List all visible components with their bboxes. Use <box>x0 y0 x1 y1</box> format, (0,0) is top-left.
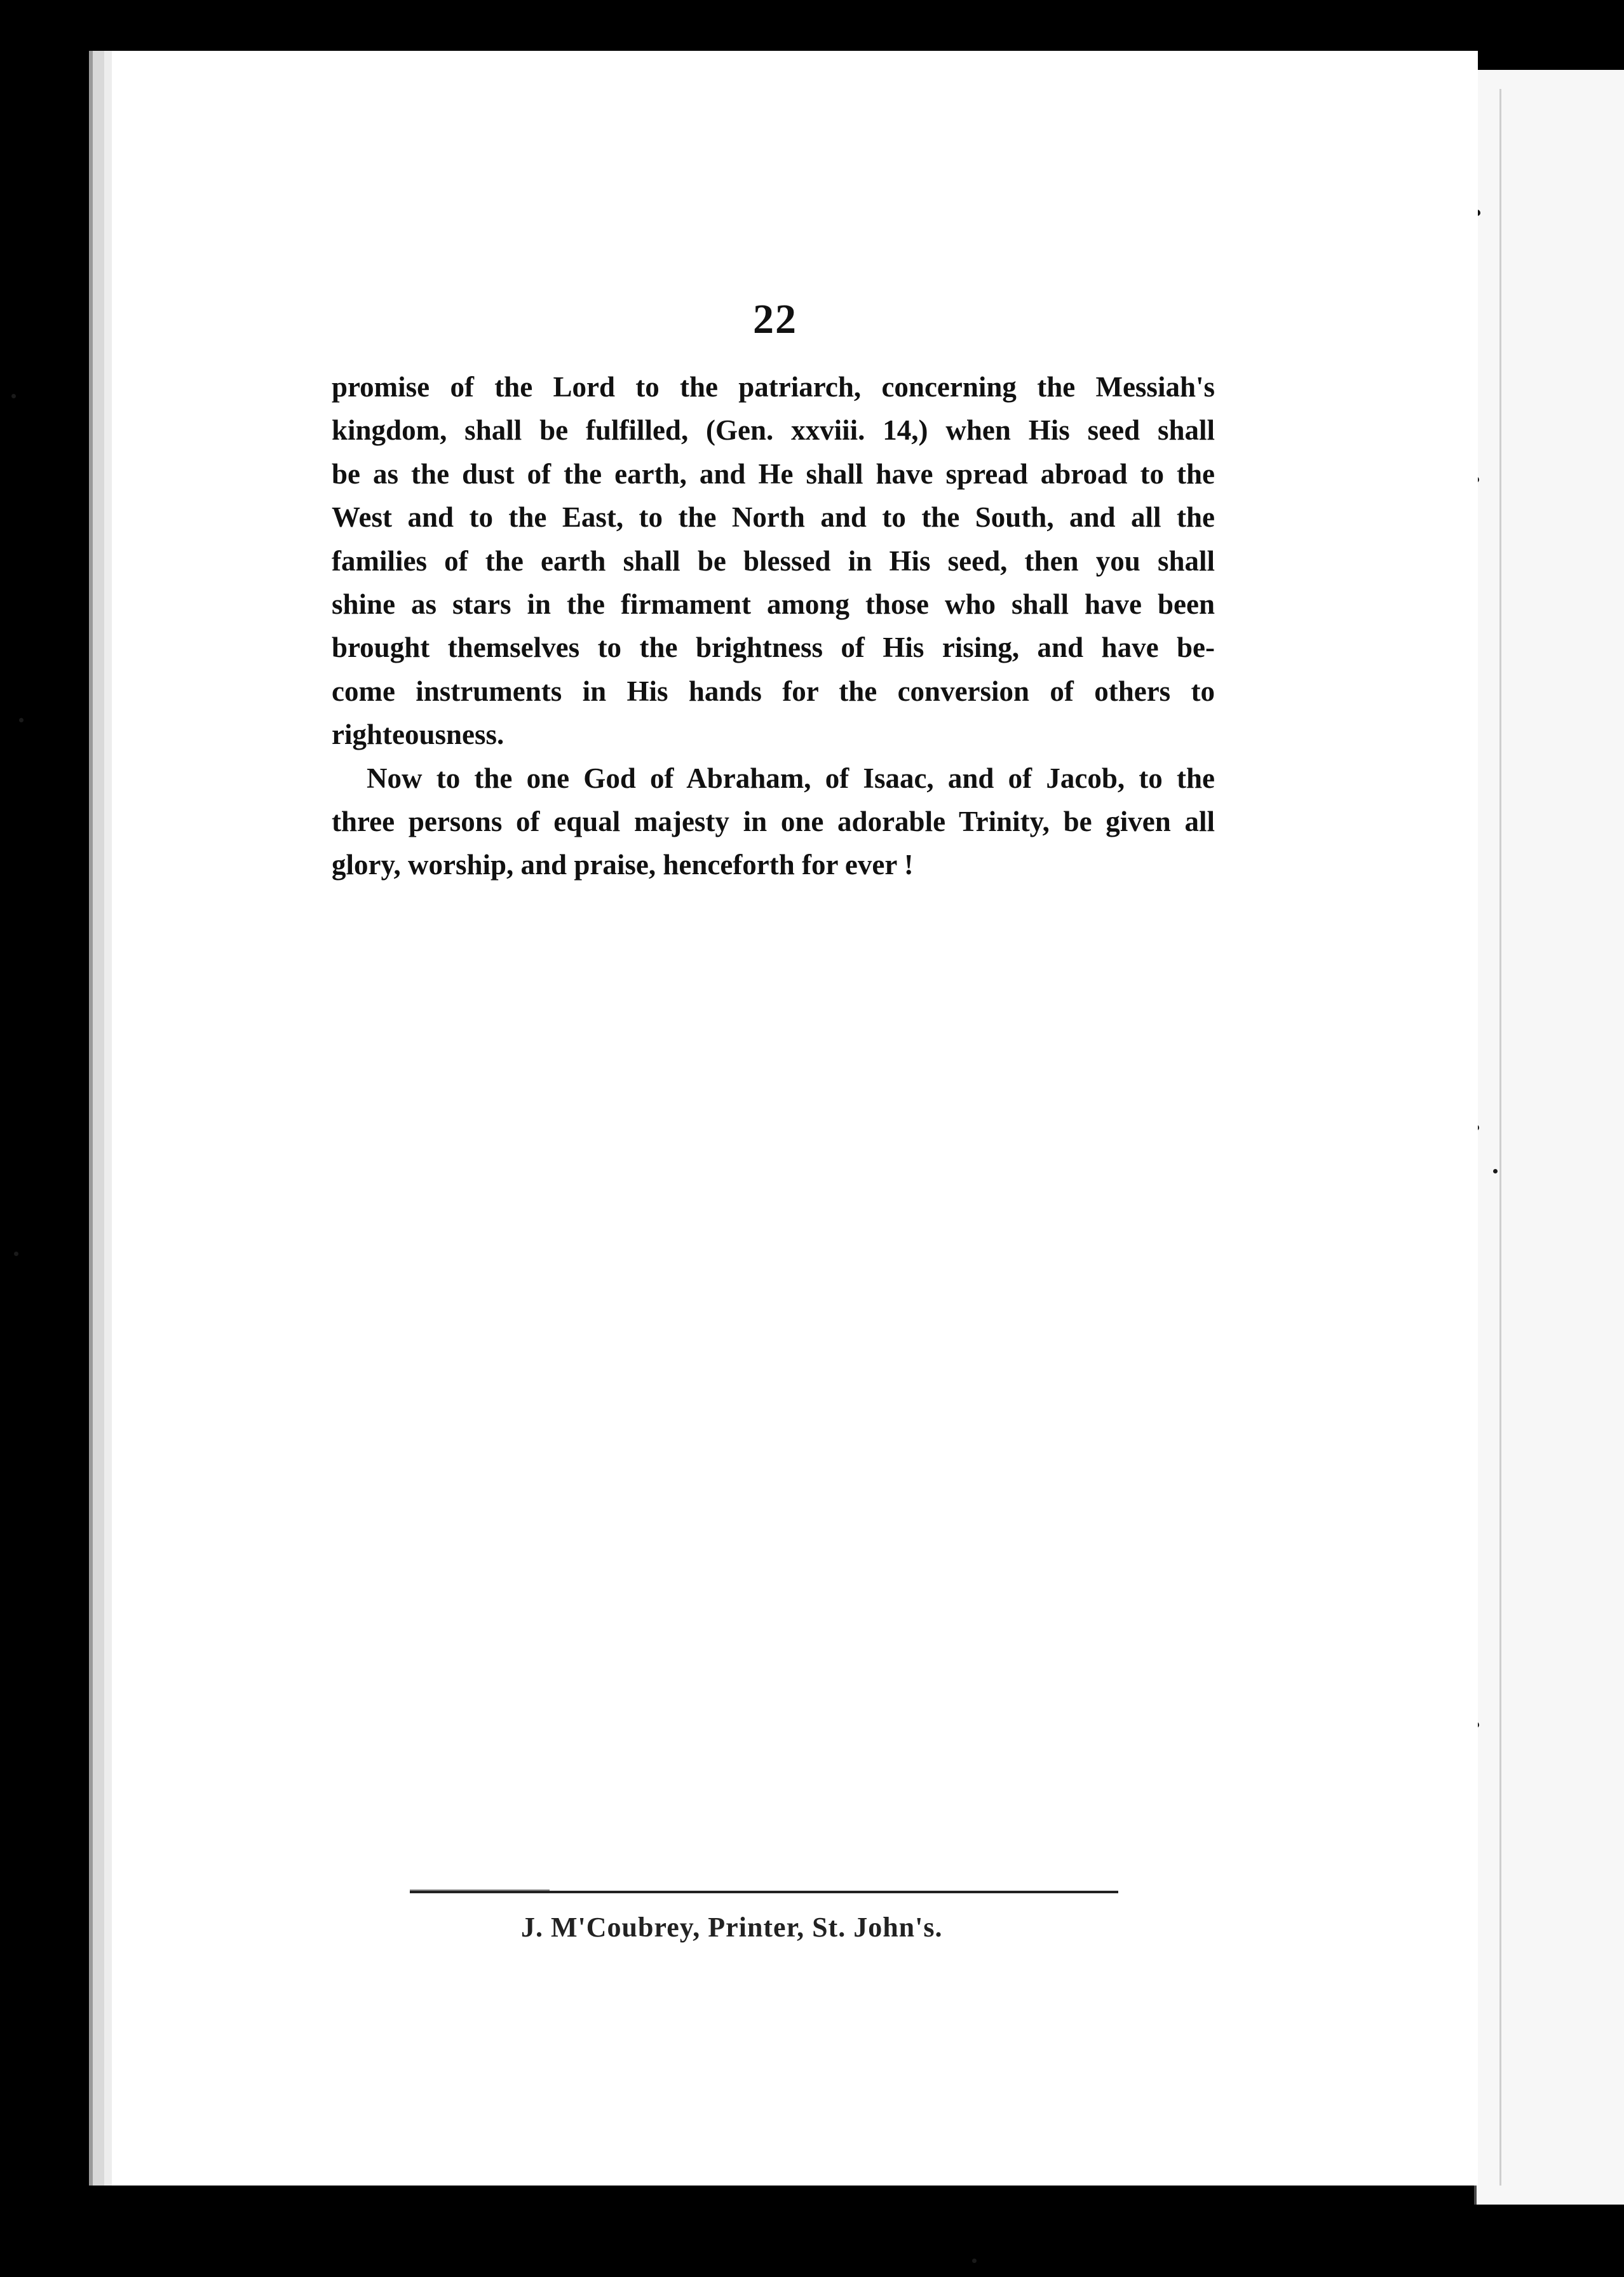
text-line: glory, worship, and praise, henceforth for ever ! <box>332 849 914 881</box>
text-line: promise of the Lord to the patriarch, concerning the Messiah's <box>332 371 1215 403</box>
next-page-edge <box>1474 70 1624 2205</box>
scan-speck <box>11 394 16 398</box>
imprint-rule <box>410 1891 1118 1893</box>
text-line: three persons of equal majesty in one adorable Trinity, be given all <box>332 805 1215 837</box>
text-line: be as the dust of the earth, and He shall have spread abroad to the <box>332 457 1215 490</box>
scan-speck <box>972 2259 977 2263</box>
text-line: West and to the East, to the North and to the South, and all the <box>332 501 1215 534</box>
text-line: shine as stars in the firmament among those who shall have been <box>332 588 1215 620</box>
scan-speck <box>14 1252 18 1256</box>
page-number: 22 <box>753 296 797 342</box>
text-line: families of the earth shall be blessed in His seed, then you shall <box>332 544 1215 577</box>
text-line: Now to the one God of Abraham, of Isaac, and of Jacob, to the <box>367 762 1215 794</box>
text-line: brought themselves to the brightness of His rising, and have be- <box>332 632 1215 664</box>
page-body-text <box>332 365 1215 887</box>
text-line: kingdom, shall be fulfilled, (Gen. xxviii. 14,) when His seed shall <box>332 414 1215 447</box>
text-line: come instruments in His hands for the conversion of others to <box>332 675 1215 707</box>
scan-speck <box>19 718 24 722</box>
text-line: righteousness. <box>332 719 504 751</box>
printer-imprint: J. M'Coubrey, Printer, St. John's. <box>521 1912 943 1943</box>
scan-speck <box>1493 1169 1498 1173</box>
page-edge-line <box>1499 89 1501 2186</box>
